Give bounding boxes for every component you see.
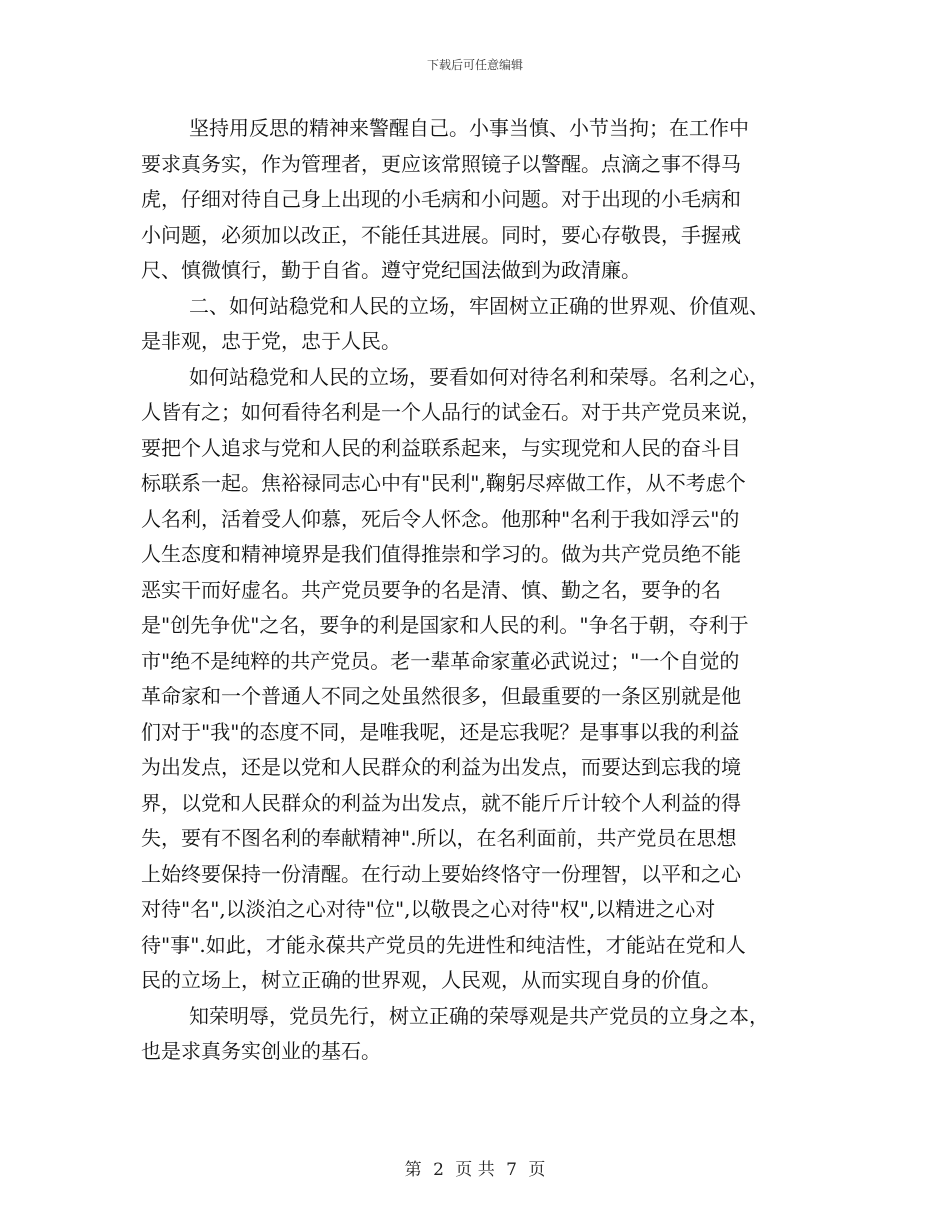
- section-heading: 二、如何站稳党和人民的立场，牢固树立正确的世界观、价值观、: [189, 293, 769, 318]
- text-line: 革命家和一个普通人不同之处虽然很多，但最重要的一条区别就是他: [141, 684, 741, 708]
- text-line: 也是求真务实创业的基石。: [141, 1039, 381, 1063]
- section-heading-cont: 是非观，忠于党，忠于人民。: [141, 329, 401, 353]
- footer-suffix: 页: [528, 1160, 546, 1180]
- text-line: 市"绝不是纯粹的共产党员。老一辈革命家董必武说过；"一个自觉的: [141, 648, 740, 673]
- total-page-count: 7: [506, 1160, 517, 1180]
- text-line: 为出发点，还是以党和人民群众的利益为出发点，而要达到忘我的境: [141, 755, 741, 779]
- current-page-number: 2: [433, 1160, 444, 1180]
- text-line: 人名利，活着受人仰慕，死后令人怀念。他那种"名利于我如浮云"的: [141, 506, 740, 531]
- text-line: 人生态度和精神境界是我们值得推崇和学习的。做为共产党员绝不能: [141, 542, 741, 566]
- text-line: 待"事".如此，才能永葆共产党员的先进性和纯洁性，才能站在党和人: [141, 932, 746, 957]
- text-line: 上始终要保持一份清醒。在行动上要始终恪守一份理智，以平和之心: [141, 861, 741, 886]
- footer-middle: 页 共: [455, 1160, 495, 1180]
- document-body: [141, 111, 809, 1070]
- text-line: 要把个人追求与党和人民的利益联系起来，与实现党和人民的奋斗目: [141, 435, 741, 460]
- text-line: 们对于"我"的态度不同，是唯我呢，还是忘我呢？是事事以我的利益: [141, 719, 740, 744]
- text-line: 如何站稳党和人民的立场，要看如何对待名利和荣辱。名利之心，: [189, 364, 769, 389]
- text-line: 知荣明辱，党员先行，树立正确的荣辱观是共产党员的立身之本，: [189, 1003, 769, 1028]
- text-line: 恶实干而好虚名。共产党员要争的名是清、慎、勤之名，要争的名: [141, 577, 721, 602]
- page-footer: [0, 1155, 950, 1180]
- text-line: 民的立场上，树立正确的世界观，人民观，从而实现自身的价值。: [141, 968, 721, 992]
- footer-prefix: 第: [404, 1160, 422, 1180]
- text-line: 坚持用反思的精神来警醒自己。小事当慎、小节当拘；在工作中: [189, 116, 749, 140]
- text-line: 失，要有不图名利的奉献精神".所以，在名利面前，共产党员在思想: [141, 826, 737, 850]
- text-line: 是"创先争优"之名，要争的利是国家和人民的利。"争名于朝，夺利于: [141, 613, 749, 637]
- page-header: 下载后可任意编辑: [426, 58, 523, 72]
- text-line: 对待"名",以淡泊之心对待"位",以敬畏之心对待"权",以精进之心对: [141, 897, 716, 921]
- text-line: 人皆有之；如何看待名利是一个人品行的试金石。对于共产党员来说，: [141, 400, 761, 424]
- text-line: 小问题，必须加以改正，不能任其进展。同时，要心存敬畏，手握戒: [141, 222, 741, 247]
- text-line: 要求真务实，作为管理者，更应该常照镜子以警醒。点滴之事不得马: [141, 151, 741, 176]
- text-line: 界，以党和人民群众的利益为出发点，就不能斤斤计较个人利益的得: [141, 790, 741, 815]
- text-line: 虎，仔细对待自己身上出现的小毛病和小问题。对于出现的小毛病和: [141, 187, 741, 211]
- text-line: 标联系一起。焦裕禄同志心中有"民利",鞠躬尽瘁做工作，从不考虑个: [141, 471, 746, 495]
- text-line: 尺、慎微慎行，勤于自省。遵守党纪国法做到为政清廉。: [141, 258, 641, 282]
